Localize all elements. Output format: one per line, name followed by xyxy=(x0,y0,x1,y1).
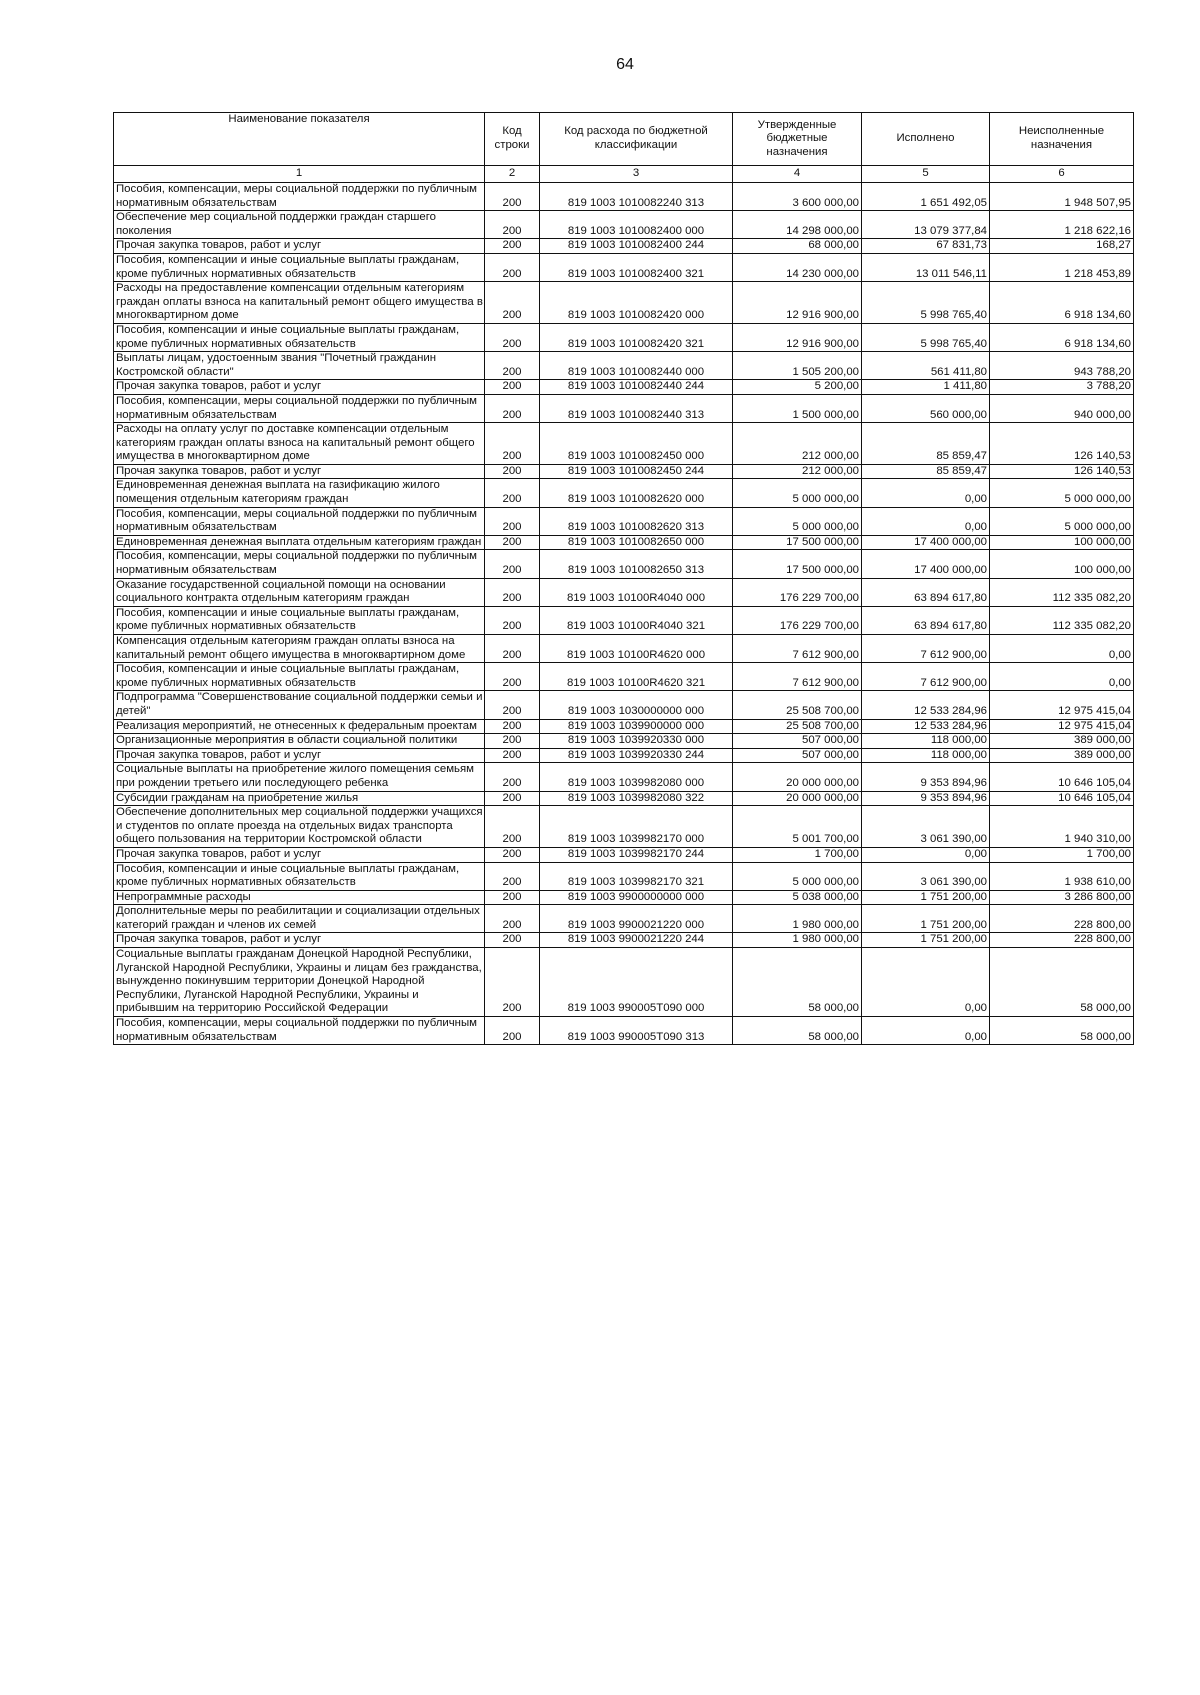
line-code-cell: 200 xyxy=(485,535,540,550)
header-approved: Утвержденные бюджетные назначения xyxy=(733,113,862,166)
unexecuted-amount-cell: 940 000,00 xyxy=(990,394,1134,422)
line-code-cell: 200 xyxy=(485,464,540,479)
indicator-name-cell: Субсидии гражданам на приобретение жилья xyxy=(114,791,485,806)
table-body xyxy=(114,183,1134,1045)
executed-amount-cell: 1 411,80 xyxy=(862,380,990,395)
table-row xyxy=(114,1017,1134,1045)
budget-code-cell: 819 1003 10100R4040 321 xyxy=(540,606,733,634)
table-header-row xyxy=(114,113,1134,166)
indicator-name-cell: Прочая закупка товаров, работ и услуг xyxy=(114,748,485,763)
line-code-cell: 200 xyxy=(485,578,540,606)
budget-code-cell: 819 1003 10100R4620 000 xyxy=(540,635,733,663)
indicator-name-cell: Обеспечение дополнительных мер социальной поддержки учащихся и студентов по оплате проезда на отдельных видах транспорта общего пользования на территории Костромской области xyxy=(114,806,485,848)
executed-amount-cell: 0,00 xyxy=(862,847,990,862)
line-code-cell: 200 xyxy=(485,734,540,749)
budget-code-cell: 819 1003 1010082420 000 xyxy=(540,282,733,324)
header-budget-code: Код расхода по бюджетной классификации xyxy=(540,113,733,166)
approved-amount-cell: 20 000 000,00 xyxy=(733,791,862,806)
line-code-cell: 200 xyxy=(485,847,540,862)
column-number: 3 xyxy=(540,166,733,183)
approved-amount-cell: 5 038 000,00 xyxy=(733,890,862,905)
indicator-name-cell: Пособия, компенсации и иные социальные выплаты гражданам, кроме публичных нормативных обязательств xyxy=(114,323,485,351)
unexecuted-amount-cell: 6 918 134,60 xyxy=(990,282,1134,324)
unexecuted-amount-cell: 1 700,00 xyxy=(990,847,1134,862)
indicator-name-cell: Расходы на предоставление компенсации отдельным категориям граждан оплаты взноса на капитальный ремонт общего имущества в многоквартирном доме xyxy=(114,282,485,324)
budget-code-cell: 819 1003 1010082620 000 xyxy=(540,479,733,507)
budget-code-cell: 819 1003 1010082420 321 xyxy=(540,323,733,351)
unexecuted-amount-cell: 943 788,20 xyxy=(990,352,1134,380)
executed-amount-cell: 118 000,00 xyxy=(862,748,990,763)
budget-code-cell: 819 1003 1039920330 244 xyxy=(540,748,733,763)
unexecuted-amount-cell: 228 800,00 xyxy=(990,933,1134,948)
table-row xyxy=(114,464,1134,479)
executed-amount-cell: 1 651 492,05 xyxy=(862,183,990,211)
budget-code-cell: 819 1003 1039900000 000 xyxy=(540,719,733,734)
table-row xyxy=(114,352,1134,380)
approved-amount-cell: 12 916 900,00 xyxy=(733,282,862,324)
approved-amount-cell: 5 000 000,00 xyxy=(733,507,862,535)
unexecuted-amount-cell: 3 286 800,00 xyxy=(990,890,1134,905)
table-row xyxy=(114,253,1134,281)
unexecuted-amount-cell: 5 000 000,00 xyxy=(990,479,1134,507)
indicator-name-cell: Пособия, компенсации, меры социальной поддержки по публичным нормативным обязательствам xyxy=(114,183,485,211)
budget-code-cell: 819 1003 1010082400 321 xyxy=(540,253,733,281)
unexecuted-amount-cell: 12 975 415,04 xyxy=(990,691,1134,719)
approved-amount-cell: 212 000,00 xyxy=(733,423,862,465)
approved-amount-cell: 25 508 700,00 xyxy=(733,691,862,719)
approved-amount-cell: 1 500 000,00 xyxy=(733,394,862,422)
executed-amount-cell: 561 411,80 xyxy=(862,352,990,380)
indicator-name-cell: Организационные мероприятия в области социальной политики xyxy=(114,734,485,749)
indicator-name-cell: Пособия, компенсации, меры социальной поддержки по публичным нормативным обязательствам xyxy=(114,394,485,422)
executed-amount-cell: 1 751 200,00 xyxy=(862,905,990,933)
unexecuted-amount-cell: 10 646 105,04 xyxy=(990,791,1134,806)
executed-amount-cell: 1 751 200,00 xyxy=(862,890,990,905)
executed-amount-cell: 0,00 xyxy=(862,479,990,507)
budget-execution-table xyxy=(113,112,1134,1045)
indicator-name-cell: Прочая закупка товаров, работ и услуг xyxy=(114,380,485,395)
budget-code-cell: 819 1003 1039982170 000 xyxy=(540,806,733,848)
executed-amount-cell: 0,00 xyxy=(862,948,990,1017)
indicator-name-cell: Реализация мероприятий, не отнесенных к федеральным проектам xyxy=(114,719,485,734)
header-indicator-name: Наименование показателя xyxy=(114,113,485,166)
indicator-name-cell: Пособия, компенсации, меры социальной поддержки по публичным нормативным обязательствам xyxy=(114,1017,485,1045)
indicator-name-cell: Прочая закупка товаров, работ и услуг xyxy=(114,933,485,948)
indicator-name-cell: Выплаты лицам, удостоенным звания "Почетный гражданин Костромской области" xyxy=(114,352,485,380)
column-number: 1 xyxy=(114,166,485,183)
budget-code-cell: 819 1003 990005Т090 000 xyxy=(540,948,733,1017)
table-row xyxy=(114,323,1134,351)
table-row xyxy=(114,535,1134,550)
line-code-cell: 200 xyxy=(485,748,540,763)
executed-amount-cell: 7 612 900,00 xyxy=(862,663,990,691)
table-row xyxy=(114,719,1134,734)
unexecuted-amount-cell: 1 218 453,89 xyxy=(990,253,1134,281)
budget-code-cell: 819 1003 1010082450 000 xyxy=(540,423,733,465)
unexecuted-amount-cell: 168,27 xyxy=(990,239,1134,254)
approved-amount-cell: 58 000,00 xyxy=(733,948,862,1017)
unexecuted-amount-cell: 5 000 000,00 xyxy=(990,507,1134,535)
indicator-name-cell: Социальные выплаты гражданам Донецкой Народной Республики, Луганской Народной Республики, Украины и лицам без гражданства, вынужденно покинувшим территории Донецкой Народной Республики, Луганской Народной Республики, Украины и прибывшим на территорию Российской Федерации xyxy=(114,948,485,1017)
table-row xyxy=(114,606,1134,634)
executed-amount-cell: 7 612 900,00 xyxy=(862,635,990,663)
approved-amount-cell: 17 500 000,00 xyxy=(733,550,862,578)
approved-amount-cell: 12 916 900,00 xyxy=(733,323,862,351)
unexecuted-amount-cell: 3 788,20 xyxy=(990,380,1134,395)
executed-amount-cell: 9 353 894,96 xyxy=(862,763,990,791)
budget-code-cell: 819 1003 1039982080 000 xyxy=(540,763,733,791)
executed-amount-cell: 560 000,00 xyxy=(862,394,990,422)
indicator-name-cell: Пособия, компенсации, меры социальной поддержки по публичным нормативным обязательствам xyxy=(114,550,485,578)
approved-amount-cell: 1 700,00 xyxy=(733,847,862,862)
indicator-name-cell: Прочая закупка товаров, работ и услуг xyxy=(114,847,485,862)
unexecuted-amount-cell: 0,00 xyxy=(990,663,1134,691)
unexecuted-amount-cell: 58 000,00 xyxy=(990,948,1134,1017)
column-number-row xyxy=(114,166,1134,183)
indicator-name-cell: Расходы на оплату услуг по доставке компенсации отдельным категориям граждан оплаты взноса на капитальный ремонт общего имущества в многоквартирном доме xyxy=(114,423,485,465)
budget-code-cell: 819 1003 990005Т090 313 xyxy=(540,1017,733,1045)
indicator-name-cell: Прочая закупка товаров, работ и услуг xyxy=(114,464,485,479)
table-row xyxy=(114,550,1134,578)
approved-amount-cell: 1 980 000,00 xyxy=(733,933,862,948)
executed-amount-cell: 13 079 377,84 xyxy=(862,211,990,239)
line-code-cell: 200 xyxy=(485,183,540,211)
budget-code-cell: 819 1003 1010082620 313 xyxy=(540,507,733,535)
line-code-cell: 200 xyxy=(485,635,540,663)
table-row xyxy=(114,394,1134,422)
line-code-cell: 200 xyxy=(485,691,540,719)
budget-code-cell: 819 1003 10100R4040 000 xyxy=(540,578,733,606)
line-code-cell: 200 xyxy=(485,380,540,395)
executed-amount-cell: 85 859,47 xyxy=(862,464,990,479)
line-code-cell: 200 xyxy=(485,211,540,239)
table-row xyxy=(114,763,1134,791)
executed-amount-cell: 3 061 390,00 xyxy=(862,806,990,848)
budget-code-cell: 819 1003 1010082240 313 xyxy=(540,183,733,211)
column-number: 2 xyxy=(485,166,540,183)
indicator-name-cell: Оказание государственной социальной помощи на основании социального контракта отдельным категориям граждан xyxy=(114,578,485,606)
line-code-cell: 200 xyxy=(485,806,540,848)
line-code-cell: 200 xyxy=(485,663,540,691)
budget-code-cell: 819 1003 1039982170 244 xyxy=(540,847,733,862)
unexecuted-amount-cell: 1 938 610,00 xyxy=(990,862,1134,890)
indicator-name-cell: Пособия, компенсации и иные социальные выплаты гражданам, кроме публичных нормативных обязательств xyxy=(114,663,485,691)
unexecuted-amount-cell: 6 918 134,60 xyxy=(990,323,1134,351)
line-code-cell: 200 xyxy=(485,1017,540,1045)
table-row xyxy=(114,691,1134,719)
line-code-cell: 200 xyxy=(485,323,540,351)
approved-amount-cell: 1 980 000,00 xyxy=(733,905,862,933)
line-code-cell: 200 xyxy=(485,606,540,634)
table-row xyxy=(114,806,1134,848)
header-line-code: Код строки xyxy=(485,113,540,166)
unexecuted-amount-cell: 112 335 082,20 xyxy=(990,606,1134,634)
table-row xyxy=(114,734,1134,749)
unexecuted-amount-cell: 112 335 082,20 xyxy=(990,578,1134,606)
budget-code-cell: 819 1003 1010082400 000 xyxy=(540,211,733,239)
budget-code-cell: 819 1003 1010082650 000 xyxy=(540,535,733,550)
executed-amount-cell: 1 751 200,00 xyxy=(862,933,990,948)
budget-code-cell: 819 1003 1010082440 244 xyxy=(540,380,733,395)
line-code-cell: 200 xyxy=(485,550,540,578)
approved-amount-cell: 5 000 000,00 xyxy=(733,862,862,890)
table-row xyxy=(114,905,1134,933)
approved-amount-cell: 507 000,00 xyxy=(733,748,862,763)
executed-amount-cell: 12 533 284,96 xyxy=(862,719,990,734)
indicator-name-cell: Дополнительные меры по реабилитации и социализации отдельных категорий граждан и членов их семей xyxy=(114,905,485,933)
column-number: 4 xyxy=(733,166,862,183)
approved-amount-cell: 68 000,00 xyxy=(733,239,862,254)
table-row xyxy=(114,239,1134,254)
approved-amount-cell: 176 229 700,00 xyxy=(733,578,862,606)
unexecuted-amount-cell: 1 218 622,16 xyxy=(990,211,1134,239)
approved-amount-cell: 58 000,00 xyxy=(733,1017,862,1045)
budget-code-cell: 819 1003 1030000000 000 xyxy=(540,691,733,719)
page-number: 64 xyxy=(616,56,634,73)
table-row xyxy=(114,890,1134,905)
indicator-name-cell: Пособия, компенсации и иные социальные выплаты гражданам, кроме публичных нормативных обязательств xyxy=(114,862,485,890)
line-code-cell: 200 xyxy=(485,948,540,1017)
approved-amount-cell: 3 600 000,00 xyxy=(733,183,862,211)
executed-amount-cell: 63 894 617,80 xyxy=(862,606,990,634)
table-row xyxy=(114,282,1134,324)
table-row xyxy=(114,380,1134,395)
executed-amount-cell: 9 353 894,96 xyxy=(862,791,990,806)
table-row xyxy=(114,423,1134,465)
line-code-cell: 200 xyxy=(485,253,540,281)
budget-code-cell: 819 1003 1010082440 313 xyxy=(540,394,733,422)
indicator-name-cell: Подпрограмма "Совершенствование социальной поддержки семьи и детей" xyxy=(114,691,485,719)
approved-amount-cell: 5 001 700,00 xyxy=(733,806,862,848)
line-code-cell: 200 xyxy=(485,479,540,507)
unexecuted-amount-cell: 1 940 310,00 xyxy=(990,806,1134,848)
executed-amount-cell: 12 533 284,96 xyxy=(862,691,990,719)
line-code-cell: 200 xyxy=(485,862,540,890)
approved-amount-cell: 7 612 900,00 xyxy=(733,663,862,691)
executed-amount-cell: 5 998 765,40 xyxy=(862,282,990,324)
indicator-name-cell: Обеспечение мер социальной поддержки граждан старшего поколения xyxy=(114,211,485,239)
approved-amount-cell: 7 612 900,00 xyxy=(733,635,862,663)
budget-code-cell: 819 1003 1039982080 322 xyxy=(540,791,733,806)
column-number: 5 xyxy=(862,166,990,183)
unexecuted-amount-cell: 389 000,00 xyxy=(990,734,1134,749)
header-executed: Исполнено xyxy=(862,113,990,166)
executed-amount-cell: 0,00 xyxy=(862,1017,990,1045)
indicator-name-cell: Непрограммные расходы xyxy=(114,890,485,905)
indicator-name-cell: Компенсация отдельным категориям граждан оплаты взноса на капитальный ремонт общего имущества в многоквартирном доме xyxy=(114,635,485,663)
executed-amount-cell: 85 859,47 xyxy=(862,423,990,465)
indicator-name-cell: Пособия, компенсации и иные социальные выплаты гражданам, кроме публичных нормативных обязательств xyxy=(114,606,485,634)
budget-code-cell: 819 1003 9900000000 000 xyxy=(540,890,733,905)
approved-amount-cell: 14 298 000,00 xyxy=(733,211,862,239)
unexecuted-amount-cell: 126 140,53 xyxy=(990,423,1134,465)
budget-code-cell: 819 1003 1039982170 321 xyxy=(540,862,733,890)
table-row xyxy=(114,183,1134,211)
line-code-cell: 200 xyxy=(485,763,540,791)
table-row xyxy=(114,933,1134,948)
approved-amount-cell: 20 000 000,00 xyxy=(733,763,862,791)
table-row xyxy=(114,862,1134,890)
executed-amount-cell: 5 998 765,40 xyxy=(862,323,990,351)
line-code-cell: 200 xyxy=(485,890,540,905)
table-row xyxy=(114,479,1134,507)
indicator-name-cell: Прочая закупка товаров, работ и услуг xyxy=(114,239,485,254)
approved-amount-cell: 507 000,00 xyxy=(733,734,862,749)
table-row xyxy=(114,948,1134,1017)
header-unexecuted: Неисполненные назначения xyxy=(990,113,1134,166)
budget-code-cell: 819 1003 1010082450 244 xyxy=(540,464,733,479)
table-row xyxy=(114,847,1134,862)
table-row xyxy=(114,748,1134,763)
budget-code-cell: 819 1003 10100R4620 321 xyxy=(540,663,733,691)
line-code-cell: 200 xyxy=(485,933,540,948)
budget-code-cell: 819 1003 1039920330 000 xyxy=(540,734,733,749)
table-row xyxy=(114,211,1134,239)
budget-code-cell: 819 1003 1010082400 244 xyxy=(540,239,733,254)
unexecuted-amount-cell: 12 975 415,04 xyxy=(990,719,1134,734)
unexecuted-amount-cell: 0,00 xyxy=(990,635,1134,663)
executed-amount-cell: 3 061 390,00 xyxy=(862,862,990,890)
line-code-cell: 200 xyxy=(485,394,540,422)
executed-amount-cell: 67 831,73 xyxy=(862,239,990,254)
executed-amount-cell: 17 400 000,00 xyxy=(862,535,990,550)
line-code-cell: 200 xyxy=(485,719,540,734)
executed-amount-cell: 0,00 xyxy=(862,507,990,535)
approved-amount-cell: 5 200,00 xyxy=(733,380,862,395)
indicator-name-cell: Социальные выплаты на приобретение жилого помещения семьям при рождении третьего или последующего ребенка xyxy=(114,763,485,791)
approved-amount-cell: 1 505 200,00 xyxy=(733,352,862,380)
indicator-name-cell: Единовременная денежная выплата отдельным категориям граждан xyxy=(114,535,485,550)
budget-code-cell: 819 1003 1010082650 313 xyxy=(540,550,733,578)
line-code-cell: 200 xyxy=(485,352,540,380)
table-row xyxy=(114,578,1134,606)
indicator-name-cell: Пособия, компенсации и иные социальные выплаты гражданам, кроме публичных нормативных обязательств xyxy=(114,253,485,281)
line-code-cell: 200 xyxy=(485,239,540,254)
executed-amount-cell: 13 011 546,11 xyxy=(862,253,990,281)
unexecuted-amount-cell: 100 000,00 xyxy=(990,550,1134,578)
approved-amount-cell: 212 000,00 xyxy=(733,464,862,479)
line-code-cell: 200 xyxy=(485,507,540,535)
executed-amount-cell: 17 400 000,00 xyxy=(862,550,990,578)
table-row xyxy=(114,791,1134,806)
budget-code-cell: 819 1003 9900021220 244 xyxy=(540,933,733,948)
table-row xyxy=(114,635,1134,663)
approved-amount-cell: 25 508 700,00 xyxy=(733,719,862,734)
executed-amount-cell: 63 894 617,80 xyxy=(862,578,990,606)
executed-amount-cell: 118 000,00 xyxy=(862,734,990,749)
budget-code-cell: 819 1003 9900021220 000 xyxy=(540,905,733,933)
indicator-name-cell: Пособия, компенсации, меры социальной поддержки по публичным нормативным обязательствам xyxy=(114,507,485,535)
unexecuted-amount-cell: 126 140,53 xyxy=(990,464,1134,479)
line-code-cell: 200 xyxy=(485,791,540,806)
indicator-name-cell: Единовременная денежная выплата на газификацию жилого помещения отдельным категориям граждан xyxy=(114,479,485,507)
unexecuted-amount-cell: 389 000,00 xyxy=(990,748,1134,763)
line-code-cell: 200 xyxy=(485,423,540,465)
unexecuted-amount-cell: 1 948 507,95 xyxy=(990,183,1134,211)
approved-amount-cell: 176 229 700,00 xyxy=(733,606,862,634)
unexecuted-amount-cell: 228 800,00 xyxy=(990,905,1134,933)
approved-amount-cell: 14 230 000,00 xyxy=(733,253,862,281)
line-code-cell: 200 xyxy=(485,282,540,324)
unexecuted-amount-cell: 100 000,00 xyxy=(990,535,1134,550)
approved-amount-cell: 5 000 000,00 xyxy=(733,479,862,507)
column-number: 6 xyxy=(990,166,1134,183)
table-row xyxy=(114,663,1134,691)
table-row xyxy=(114,507,1134,535)
budget-code-cell: 819 1003 1010082440 000 xyxy=(540,352,733,380)
unexecuted-amount-cell: 10 646 105,04 xyxy=(990,763,1134,791)
line-code-cell: 200 xyxy=(485,905,540,933)
approved-amount-cell: 17 500 000,00 xyxy=(733,535,862,550)
unexecuted-amount-cell: 58 000,00 xyxy=(990,1017,1134,1045)
